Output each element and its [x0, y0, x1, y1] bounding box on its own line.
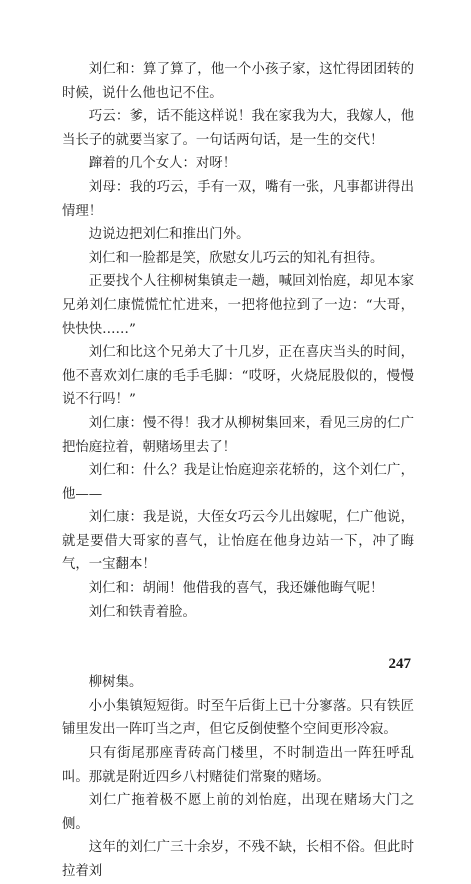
paragraph: 蹿着的几个女人：对呀！	[88, 156, 237, 172]
paragraph: 只有街尾那座青砖高门楼里，不时制造出一阵狂呼乱叫。那就是附近四乡八村赌徒们常聚的赌场。	[62, 746, 414, 785]
paragraph: 巧云：爹，话不能这样说！我在家我为大，我嫁人，他当长子的就要当家了。一句话两句话，是一生的交代！	[62, 109, 414, 148]
paragraph: 刘仁和比这个兄弟大了十几岁，正在喜庆当头的时间，他不喜欢刘仁康的毛手毛脚：“哎呀，火烧屁股似的，慢慢说不行吗！”	[62, 345, 414, 408]
paragraph: 刘仁康：我是说，大侄女巧云今儿出嫁呢，仁广他说，就是要借大哥家的喜气，让怡庭在他身边站一下，冲了晦气，一宝翻本！	[62, 510, 414, 573]
paragraph: 刘仁和：算了算了，他一个小孩子家，这忙得团团转的时候，说什么他也记不住。	[62, 62, 414, 101]
paragraph: 刘仁广拖着极不愿上前的刘怡庭，出现在赌场大门之侧。	[62, 793, 414, 832]
paragraph: 刘仁和铁青着脸。	[88, 604, 196, 620]
paragraph: 边说边把刘仁和推出门外。	[88, 227, 250, 243]
paragraph: 正要找个人往柳树集镇走一趟，喊回刘怡庭，却见本家兄弟刘仁康慌慌忙忙进来，一把将他拉到了一边：“大哥，快快快……”	[62, 274, 414, 337]
section-break	[62, 624, 414, 671]
paragraph: 刘母：我的巧云，手有一双，嘴有一张，凡事都讲得出情理！	[62, 179, 414, 219]
paragraph: 小小集镇短短街。时至午后街上已十分寥落。只有铁匠铺里发出一阵叮当之声，但它反倒使整个空间更形冷寂。	[62, 698, 414, 738]
paragraph: 刘仁和：什么？我是让怡庭迎亲花轿的，这个刘仁广，他——	[62, 463, 414, 502]
page-number: 247	[388, 656, 411, 672]
paragraph: 刘仁康：慢不得！我才从柳树集回来，看见三房的仁广把怡庭拉着，朝赌场里去了！	[62, 415, 414, 455]
paragraph: 刘仁和一脸都是笑，欣慰女儿巧云的知礼有担待。	[88, 250, 384, 266]
paragraph: 这年的刘仁广三十余岁，不残不缺，长相不俗。但此时拉着刘	[62, 840, 414, 879]
body-text	[62, 58, 414, 884]
scene-heading: 柳树集。	[88, 675, 143, 691]
paragraph: 刘仁和：胡闹！他借我的喜气，我还嫌他晦气呢！	[88, 581, 384, 597]
